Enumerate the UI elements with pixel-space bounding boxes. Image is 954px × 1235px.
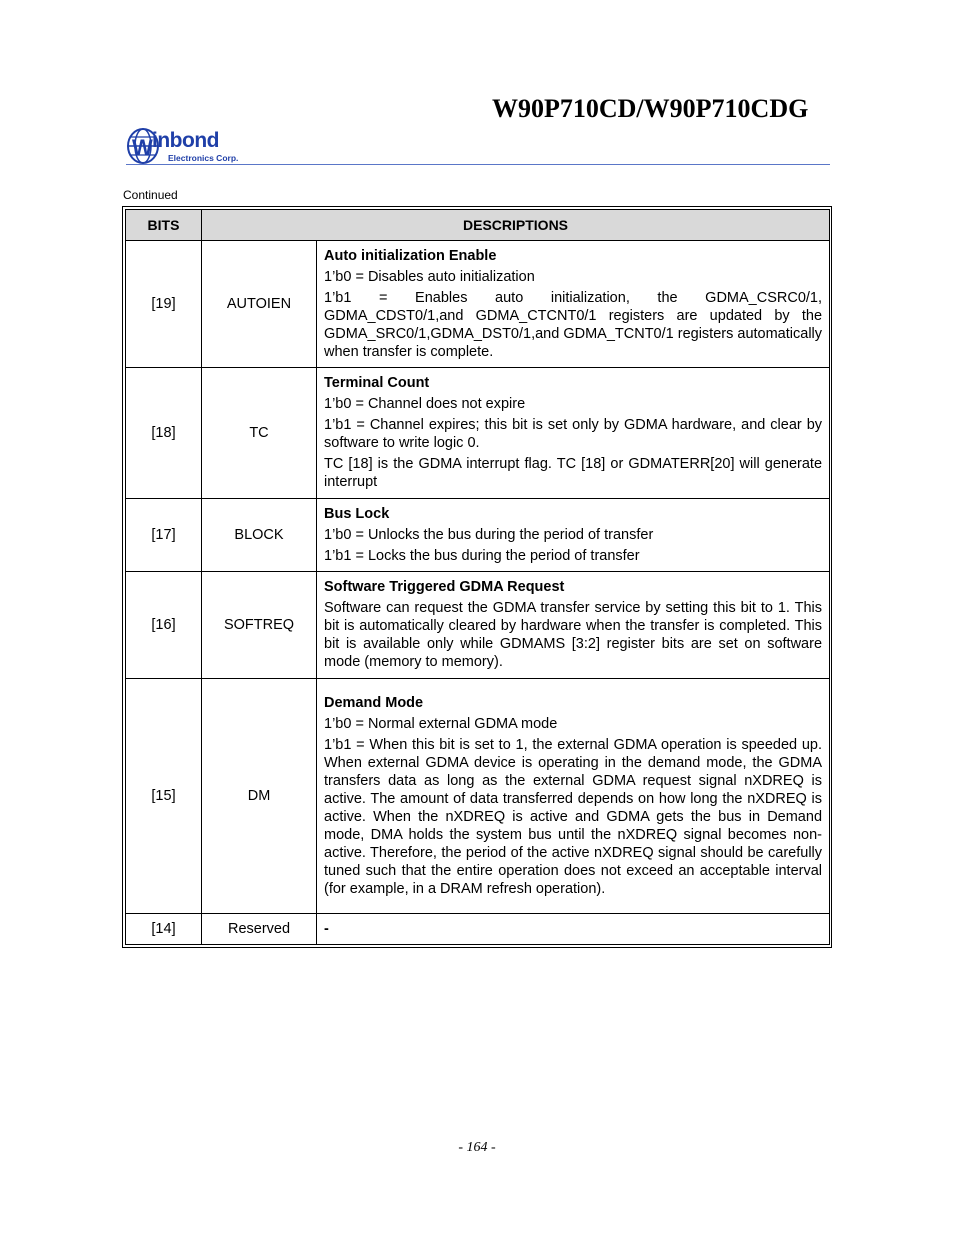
description-line: 1’b0 = Normal external GDMA mode	[324, 715, 558, 732]
table-header-row	[126, 210, 830, 241]
bit-range: [14]	[126, 914, 202, 945]
field-name: TC	[202, 368, 317, 499]
description-line: 1’b0 = Channel does not expire	[324, 396, 526, 412]
document-title: W90P710CD/W90P710CDG	[492, 94, 809, 123]
bit-range: [19]	[126, 241, 202, 368]
table-row	[126, 368, 830, 499]
description-line: Software can request the GDMA transfer service by setting this bit to 1. This bit is automatically cleared by hardware when the transfer is completed. This bit is available only while GDMAMS [3:2] register bits are set on software mode (memory to memory).	[324, 600, 823, 670]
field-name: BLOCK	[202, 499, 317, 572]
description-title: Bus Lock	[324, 505, 390, 522]
table-row	[126, 572, 830, 679]
logo-subtitle: Electronics Corp.	[168, 153, 239, 163]
field-name: Reserved	[202, 914, 317, 945]
bit-range: [15]	[126, 679, 202, 914]
table-row	[126, 914, 830, 945]
field-description	[317, 368, 830, 499]
description-title: Demand Mode	[324, 694, 424, 711]
bit-range: [18]	[126, 368, 202, 499]
description-title: Software Triggered GDMA Request	[324, 579, 565, 595]
description-line: TC [18] is the GDMA interrupt flag. TC [18] or GDMATERR[20] will generate interrupt	[324, 456, 823, 490]
description-line: 1’b1 = Locks the bus during the period of transfer	[324, 547, 640, 564]
field-name: SOFTREQ	[202, 572, 317, 679]
description-title: -	[324, 920, 329, 937]
description-line: 1’b1 = Enables auto initialization, the GDMA_CSRC0/1, GDMA_CDST0/1,and GDMA_CTCNT0/1 registers are updated by the GDMA_SRC0/1,GDMA_DST0/1,and GDMA_TCNT0/1 registers automatically when transfer is complete.	[324, 289, 823, 360]
description-line: 1’b1 = When this bit is set to 1, the external GDMA operation is speeded up. When external GDMA device is operating in the demand mode, the GDMA transfers data as long as the external GDMA request signal nXDREQ is active. The amount of data transferred depends on how long the nXDREQ is active. When the nXDREQ is active and GDMA gets the bus in Demand mode, DMA holds the system bus until the nXDREQ signal becomes non-active. Therefore, the period of the active nXDREQ signal should be carefully tuned such that the entire operation does not exceed an acceptable interval (for example, in a DRAM refresh operation).	[324, 736, 823, 897]
description-title: Terminal Count	[324, 375, 430, 391]
header-divider	[126, 164, 830, 165]
description-line: 1’b0 = Disables auto initialization	[324, 268, 535, 285]
header-bits: BITS	[126, 210, 202, 241]
field-name: AUTOIEN	[202, 241, 317, 368]
svg-text:W: W	[132, 135, 153, 160]
continued-label: Continued	[123, 188, 178, 202]
bit-range: [17]	[126, 499, 202, 572]
field-description	[317, 679, 830, 914]
winbond-logo	[126, 126, 256, 166]
register-bits-table	[125, 209, 830, 945]
description-line: 1’b1 = Channel expires; this bit is set only by GDMA hardware, and clear by software to write logic 0.	[324, 417, 823, 451]
description-title: Auto initialization Enable	[324, 247, 497, 264]
table-row	[126, 241, 830, 368]
logo-wordmark: inbond	[152, 129, 219, 152]
description-line: 1’b0 = Unlocks the bus during the period of transfer	[324, 526, 654, 543]
table-row	[126, 679, 830, 914]
bit-range: [16]	[126, 572, 202, 679]
field-name: DM	[202, 679, 317, 914]
field-description	[317, 241, 830, 368]
field-description	[317, 499, 830, 572]
table-row	[126, 499, 830, 572]
header-descriptions: DESCRIPTIONS	[202, 210, 830, 241]
field-description	[317, 914, 830, 945]
page-number: - 164 -	[458, 1140, 496, 1155]
register-table-frame	[122, 206, 832, 948]
field-description	[317, 572, 830, 679]
